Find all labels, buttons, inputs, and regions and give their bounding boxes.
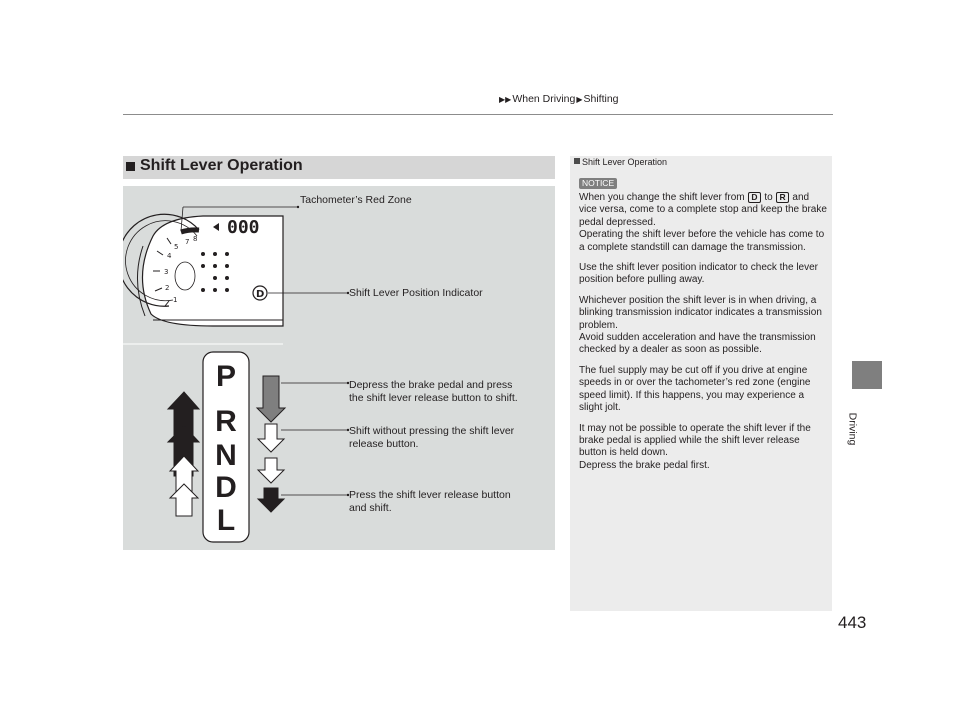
paragraph: Avoid sudden acceleration and have the transmission checked by a dealer as soon as possible.: [579, 332, 816, 356]
chapter-tab-marker: [852, 361, 882, 389]
paragraph: The fuel supply may be cut off if you drive at engine speeds in or over the tachometer’s red zone (engine speed limit). If this happens, you may experience a slight jolt.: [579, 364, 811, 414]
callout-line: Shift without pressing the shift lever: [349, 425, 515, 437]
black-down-arrow-icon: [258, 488, 284, 512]
gray-down-arrow-icon: [257, 376, 285, 422]
gear-d: D: [215, 471, 237, 504]
callout-press-button: [349, 489, 511, 514]
callout-line: Depress the brake pedal and press: [349, 379, 513, 391]
svg-text:7: 7: [185, 238, 190, 246]
callout-line: and shift.: [349, 501, 392, 514]
callout-tachometer-red-zone: Tachometer’s Red Zone: [300, 194, 412, 206]
breadcrumb-item[interactable]: Shifting: [583, 93, 619, 105]
white-down-arrow-icon: [258, 424, 284, 452]
callout-position-indicator: Shift Lever Position Indicator: [349, 287, 483, 299]
indicator-letter: D: [256, 289, 265, 300]
section-bullet-icon: [126, 162, 135, 171]
header-divider: [123, 114, 833, 115]
notice-badge: NOTICE: [579, 178, 617, 189]
paragraph: Operating the shift lever before the vehicle has come to a complete standstill can damage the transmission.: [579, 229, 825, 253]
paragraph: It may not be possible to operate the shift lever if the brake pedal is applied while the shift lever release button is held down.: [579, 422, 811, 459]
paragraph: Use the shift lever position indicator to check the lever position before pulling away.: [579, 262, 819, 286]
callout-without-button: [349, 425, 514, 450]
svg-text:3: 3: [164, 268, 169, 276]
gear-key-r: R: [776, 192, 788, 203]
white-down-arrow-icon: [258, 458, 284, 483]
callout-line: the shift lever release button to shift.: [349, 391, 518, 404]
sidebar-heading: Shift Lever Operation: [574, 157, 667, 167]
svg-text:1: 1: [173, 296, 178, 304]
gear-l: L: [216, 504, 236, 537]
odometer-readout: 000: [227, 217, 260, 238]
sidebar-body: [579, 192, 829, 472]
gear-r: R: [215, 405, 237, 438]
paragraph: Whichever position the shift lever is in when driving, a blinking transmission indicator indicates a transmission problem.: [579, 294, 822, 331]
svg-text:2: 2: [165, 284, 170, 292]
gear-key-d: D: [748, 192, 760, 203]
breadcrumb: [499, 93, 619, 105]
breadcrumb-item[interactable]: When Driving: [512, 93, 576, 105]
svg-text:8: 8: [193, 235, 198, 243]
paragraph: Depress the brake pedal first.: [579, 459, 710, 471]
callout-line: release button.: [349, 437, 419, 450]
gear-n: N: [215, 439, 237, 472]
page-number: 443: [838, 613, 867, 632]
section-heading: [123, 156, 555, 179]
svg-text:5: 5: [174, 243, 179, 251]
callout-line: Press the shift lever release button: [349, 489, 511, 501]
breadcrumb-arrow-icon: ▶▶: [499, 95, 512, 104]
svg-text:4: 4: [167, 252, 172, 260]
chapter-tab-label[interactable]: Driving: [846, 412, 859, 446]
callout-depress-brake: [349, 379, 518, 404]
breadcrumb-arrow-icon: ▶: [576, 95, 583, 104]
note-icon: [574, 158, 580, 164]
gear-p: P: [215, 360, 236, 393]
section-title: Shift Lever Operation: [140, 157, 303, 174]
notice-paragraph: When you change the shift lever from D to R and vice versa, come to a complete stop and keep the brake pedal depressed.: [579, 192, 827, 228]
white-up-arrow-icon: [170, 484, 198, 516]
